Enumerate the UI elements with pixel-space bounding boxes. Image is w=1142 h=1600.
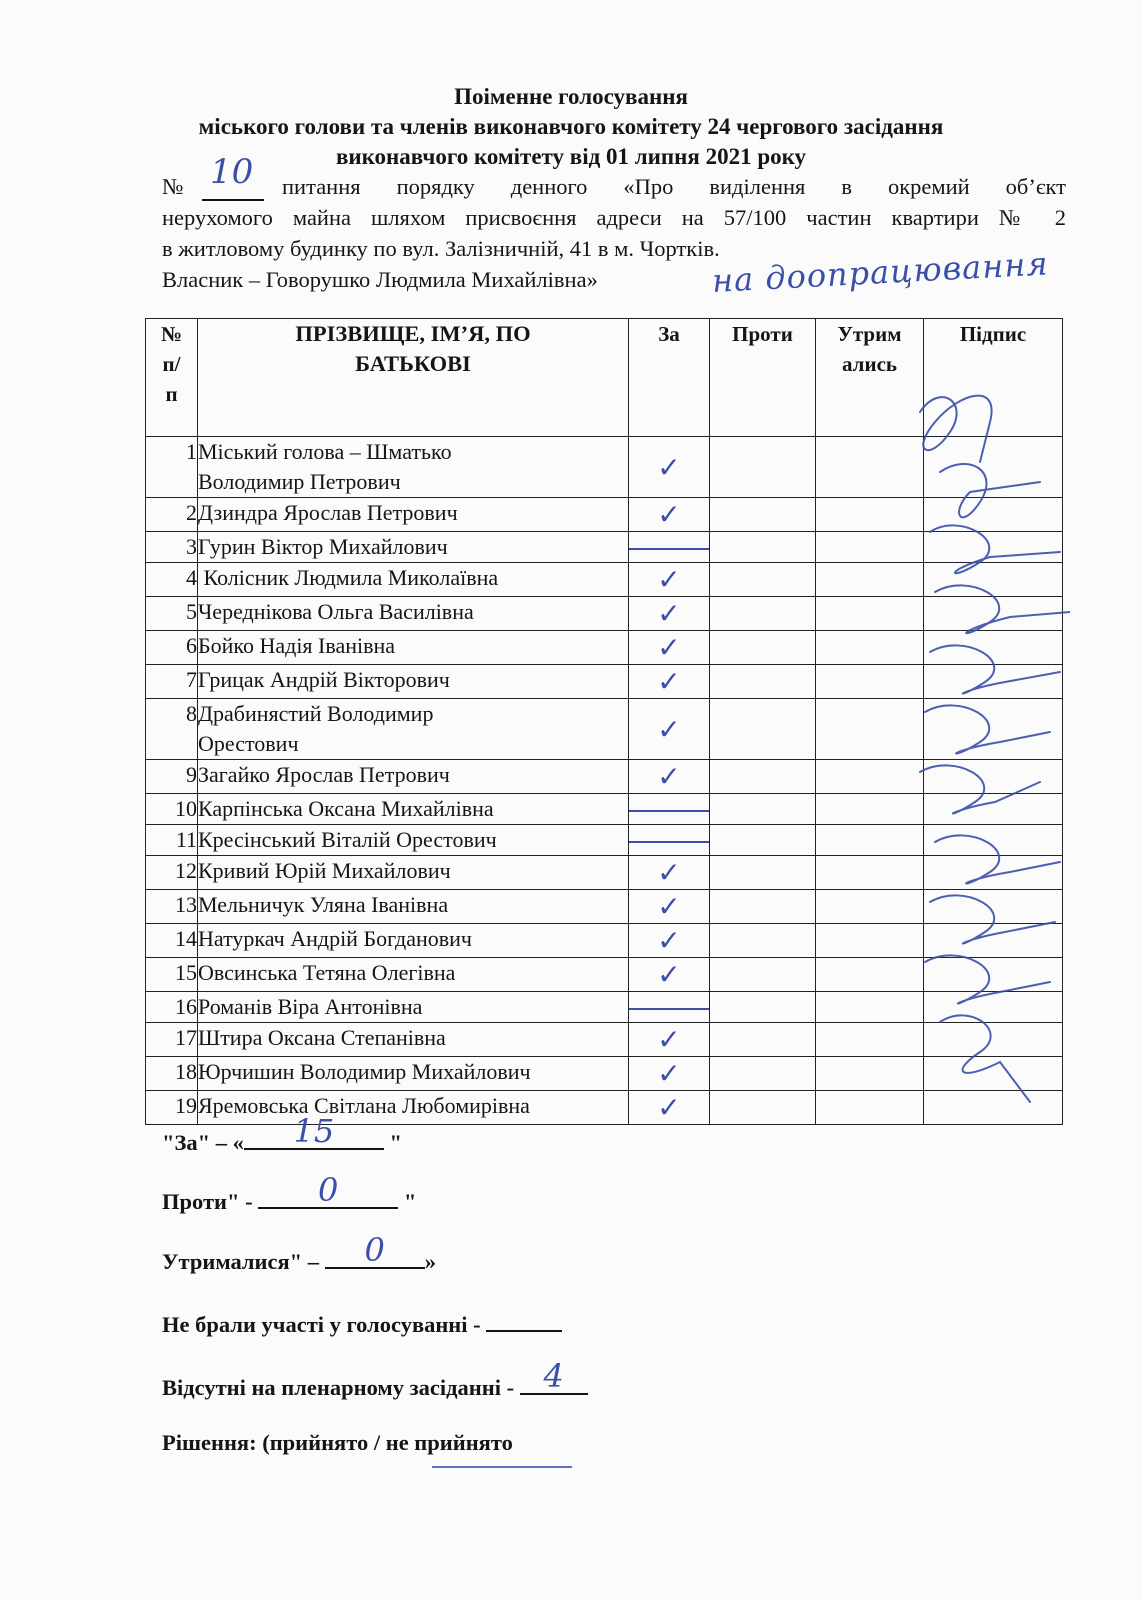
row-number: 15: [146, 958, 198, 992]
row-number: 18: [146, 1057, 198, 1091]
row-vote-for: [629, 1023, 710, 1057]
table-row: [146, 437, 1063, 498]
checkmark-icon: ✓: [657, 712, 681, 746]
row-vote-for: [629, 699, 710, 760]
agenda-number-label: №: [162, 174, 184, 199]
header-against: Проти: [710, 319, 816, 437]
dash-mark-icon: [629, 841, 709, 843]
row-full-name: [198, 498, 629, 532]
doc-title-line-1: Поіменне голосування: [454, 84, 688, 109]
row-vote-against: [710, 498, 816, 532]
table-row: [146, 760, 1063, 794]
row-vote-abstained: [816, 924, 924, 958]
table-row: [146, 890, 1063, 924]
row-number: 3: [146, 532, 198, 563]
row-signature: [924, 825, 1063, 856]
row-name-line: Грицак Андрій Вікторович: [198, 667, 450, 692]
row-vote-for: [629, 992, 710, 1023]
row-name-line: Яремовська Світлана Любомирівна: [198, 1093, 530, 1118]
row-vote-abstained: [816, 498, 924, 532]
tally-for-label: "За" – «: [162, 1130, 244, 1155]
row-number: 4: [146, 563, 198, 597]
row-number: 5: [146, 597, 198, 631]
row-full-name: [198, 760, 629, 794]
table-row: [146, 665, 1063, 699]
row-vote-against: [710, 532, 816, 563]
checkmark-icon: ✓: [657, 760, 681, 793]
row-signature: [924, 665, 1063, 699]
header-full-name: [198, 319, 629, 437]
row-vote-abstained: [816, 992, 924, 1023]
row-vote-for: [629, 890, 710, 924]
checkmark-icon: ✓: [657, 890, 681, 923]
row-vote-abstained: [816, 563, 924, 597]
checkmark-icon: ✓: [657, 958, 681, 991]
row-full-name: [198, 563, 629, 597]
checkmark-icon: ✓: [657, 856, 681, 889]
agenda-word: порядку: [396, 174, 475, 199]
row-name-line: Череднікова Ольга Василівна: [198, 599, 474, 624]
row-signature: [924, 760, 1063, 794]
tally-decision-label: Рішення: (прийнято / не прийнято: [162, 1430, 513, 1455]
row-full-name: [198, 856, 629, 890]
row-name-line: Драбинястий Володимир: [198, 701, 434, 726]
row-name-line: Овсинська Тетяна Олегівна: [198, 960, 456, 985]
row-signature: [924, 597, 1063, 631]
row-vote-against: [710, 958, 816, 992]
tally-for-blank: [244, 1112, 384, 1150]
row-name-line: Дзиндра Ярослав Петрович: [198, 500, 458, 525]
checkmark-icon: ✓: [657, 631, 681, 664]
row-signature: [924, 856, 1063, 890]
tally-not-participated-blank: [486, 1306, 562, 1332]
header-text: ПРІЗВИЩЕ, ІМ’Я, ПО: [295, 321, 531, 346]
row-full-name: [198, 924, 629, 958]
row-number: 7: [146, 665, 198, 699]
row-name-line: Штира Оксана Степанівна: [198, 1025, 446, 1050]
row-vote-for: [629, 856, 710, 890]
row-number: 13: [146, 890, 198, 924]
row-signature: [924, 532, 1063, 563]
tally-abstained-label: Утрималися" –: [162, 1249, 325, 1274]
row-signature: [924, 563, 1063, 597]
agenda-word: в: [841, 174, 852, 199]
row-vote-for: [629, 563, 710, 597]
row-signature: [924, 1023, 1063, 1057]
row-vote-against: [710, 760, 816, 794]
tally-not-participated-label: Не брали участі у голосуванні -: [162, 1312, 487, 1337]
table-row: [146, 597, 1063, 631]
row-name-line: Орестович: [198, 731, 299, 756]
agenda-word: денного: [510, 174, 588, 199]
row-number: 19: [146, 1091, 198, 1125]
row-number: 9: [146, 760, 198, 794]
row-name-line: Мельничук Уляна Іванівна: [198, 892, 449, 917]
header-for: За: [629, 319, 710, 437]
row-number: 17: [146, 1023, 198, 1057]
agenda-word: виділення: [709, 174, 806, 199]
row-name-line: Бойко Надія Іванівна: [198, 633, 396, 658]
row-vote-against: [710, 992, 816, 1023]
row-vote-against: [710, 437, 816, 498]
table-row: [146, 532, 1063, 563]
tally-abstained: [162, 1231, 436, 1277]
row-vote-for: [629, 665, 710, 699]
dash-mark-icon: [629, 1008, 709, 1010]
row-number: 6: [146, 631, 198, 665]
row-name-line: Романів Віра Антонівна: [198, 994, 423, 1019]
row-vote-for: [629, 631, 710, 665]
row-full-name: [198, 699, 629, 760]
row-vote-against: [710, 699, 816, 760]
row-signature: [924, 437, 1063, 498]
row-vote-against: [710, 890, 816, 924]
checkmark-icon: ✓: [657, 498, 681, 531]
agenda-word: об’єкт: [1005, 174, 1066, 199]
row-vote-against: [710, 665, 816, 699]
header-abstained: [816, 319, 924, 437]
row-vote-against: [710, 856, 816, 890]
table-row: [146, 794, 1063, 825]
table-header-row: [146, 319, 1063, 437]
tally-against: [162, 1171, 417, 1217]
row-number: 14: [146, 924, 198, 958]
row-signature: [924, 924, 1063, 958]
header-text: ались: [842, 352, 897, 376]
row-name-line: Карпінська Оксана Михайлівна: [198, 796, 494, 821]
decision-underline-mark: [432, 1466, 572, 1468]
row-signature: [924, 992, 1063, 1023]
tally-absent-blank: [520, 1357, 588, 1395]
tally-abstained-blank: [325, 1231, 425, 1269]
row-name-line: Кресінський Віталій Орестович: [198, 827, 497, 852]
dash-mark-icon: [629, 810, 709, 812]
row-vote-abstained: [816, 760, 924, 794]
row-name-line: Міський голова – Шматько: [198, 439, 452, 464]
row-full-name: [198, 532, 629, 563]
header-text: п/: [162, 352, 181, 376]
row-number: 1: [146, 437, 198, 498]
checkmark-icon: ✓: [657, 924, 681, 957]
table-row: [146, 992, 1063, 1023]
row-vote-against: [710, 631, 816, 665]
doc-title-line-2: міського голови та членів виконавчого комітету 24 чергового засідання: [198, 114, 944, 139]
header-text: п: [165, 382, 178, 406]
row-vote-against: [710, 825, 816, 856]
checkmark-icon: ✓: [657, 1091, 681, 1124]
row-vote-abstained: [816, 794, 924, 825]
row-vote-against: [710, 1023, 816, 1057]
row-vote-abstained: [816, 958, 924, 992]
row-vote-for: [629, 924, 710, 958]
agenda-word: «Про: [623, 174, 674, 199]
row-vote-for: [629, 498, 710, 532]
row-name-line: Загайко Ярослав Петрович: [198, 762, 450, 787]
row-number: 16: [146, 992, 198, 1023]
row-vote-against: [710, 563, 816, 597]
row-vote-for: [629, 794, 710, 825]
row-vote-abstained: [816, 597, 924, 631]
row-full-name: [198, 597, 629, 631]
row-vote-abstained: [816, 825, 924, 856]
row-name-line: Гурин Віктор Михайлович: [198, 534, 448, 559]
row-signature: [924, 794, 1063, 825]
table-row: [146, 1023, 1063, 1057]
tally-abstained-end: »: [424, 1249, 436, 1274]
row-number: 11: [146, 825, 198, 856]
row-full-name: [198, 631, 629, 665]
agenda-word: питання: [282, 174, 361, 199]
row-vote-abstained: [816, 890, 924, 924]
table-row: [146, 825, 1063, 856]
header-number: [146, 319, 198, 437]
table-row: [146, 924, 1063, 958]
row-signature: [924, 699, 1063, 760]
checkmark-icon: ✓: [657, 450, 681, 484]
tally-abstained-value: 0: [364, 1231, 385, 1269]
row-vote-against: [710, 924, 816, 958]
row-vote-against: [710, 597, 816, 631]
row-vote-abstained: [816, 1091, 924, 1125]
row-full-name: [198, 890, 629, 924]
row-full-name: [198, 665, 629, 699]
tally-for: [162, 1112, 402, 1158]
row-number: 10: [146, 794, 198, 825]
row-number: 12: [146, 856, 198, 890]
table-row: [146, 563, 1063, 597]
dash-mark-icon: [629, 548, 709, 550]
checkmark-icon: ✓: [657, 665, 681, 698]
table-row: [146, 856, 1063, 890]
table-row: [146, 1057, 1063, 1091]
tally-against-label: Проти" -: [162, 1189, 259, 1214]
agenda-line-1-words: [282, 171, 1066, 202]
row-vote-against: [710, 794, 816, 825]
tally-absent: [162, 1357, 588, 1403]
header-text: №: [160, 322, 183, 346]
tally-not-participated: [162, 1306, 562, 1340]
row-full-name: [198, 825, 629, 856]
tally-for-value: 15: [293, 1112, 335, 1150]
row-vote-abstained: [816, 699, 924, 760]
row-vote-for: [629, 825, 710, 856]
row-signature: [924, 631, 1063, 665]
row-full-name: [198, 1057, 629, 1091]
tally-against-blank: [258, 1171, 398, 1209]
row-full-name: [198, 958, 629, 992]
vote-table: [145, 318, 1063, 1125]
row-name-line: Натуркач Андрій Богданович: [198, 926, 472, 951]
row-vote-for: [629, 437, 710, 498]
tally-for-end: ": [383, 1130, 402, 1155]
row-full-name: [198, 437, 629, 498]
row-number: 2: [146, 498, 198, 532]
table-row: [146, 699, 1063, 760]
header-text: БАТЬКОВІ: [355, 351, 471, 376]
tally-decision: [162, 1428, 513, 1458]
table-row: [146, 631, 1063, 665]
row-signature: [924, 1091, 1063, 1125]
header-text: Утрим: [837, 322, 902, 346]
row-vote-abstained: [816, 1023, 924, 1057]
row-full-name: [198, 1023, 629, 1057]
checkmark-icon: ✓: [657, 1057, 681, 1090]
tally-against-value: 0: [318, 1171, 339, 1209]
row-full-name: [198, 794, 629, 825]
tally-absent-label: Відсутні на пленарному засіданні -: [162, 1375, 520, 1400]
table-row: [146, 958, 1063, 992]
row-vote-against: [710, 1091, 816, 1125]
row-name-line: Кривий Юрій Михайлович: [198, 858, 451, 883]
agenda-word: окремий: [887, 174, 970, 199]
doc-title-line-3: виконавчого комітету від 01 липня 2021 року: [335, 144, 807, 169]
row-vote-abstained: [816, 665, 924, 699]
checkmark-icon: ✓: [657, 597, 681, 630]
row-vote-for: [629, 532, 710, 563]
row-signature: [924, 958, 1063, 992]
row-vote-abstained: [816, 532, 924, 563]
row-name-line: Володимир Петрович: [198, 469, 401, 494]
row-full-name: [198, 992, 629, 1023]
row-name-line: Колісник Людмила Миколаївна: [198, 565, 499, 590]
row-number: 8: [146, 699, 198, 760]
handwritten-resolution-note: на доопрацювання: [711, 244, 1050, 300]
agenda-line-2: нерухомого майна шляхом присвоєння адреси на 57/100 частин квартири № 2: [162, 205, 1066, 230]
agenda-line-3: в житловому будинку по вул. Залізничній, 41 в м. Чортків.: [162, 236, 720, 261]
row-vote-abstained: [816, 856, 924, 890]
table-row: [146, 498, 1063, 532]
row-signature: [924, 890, 1063, 924]
row-vote-for: [629, 958, 710, 992]
checkmark-icon: ✓: [657, 1023, 681, 1056]
row-vote-for: [629, 1091, 710, 1125]
row-vote-abstained: [816, 631, 924, 665]
row-name-line: Юрчишин Володимир Михайлович: [198, 1059, 531, 1084]
checkmark-icon: ✓: [657, 563, 681, 596]
tally-absent-value: 4: [543, 1357, 564, 1395]
row-vote-for: [629, 760, 710, 794]
agenda-owner-line: Власник – Говорушко Людмила Михайлівна»: [162, 267, 598, 292]
row-vote-for: [629, 1057, 710, 1091]
tally-against-end: ": [398, 1189, 417, 1214]
row-signature: [924, 498, 1063, 532]
row-vote-for: [629, 597, 710, 631]
row-vote-abstained: [816, 437, 924, 498]
row-vote-abstained: [816, 1057, 924, 1091]
agenda-number-handwritten: 10: [210, 152, 254, 192]
header-signature: Підпис: [924, 319, 1063, 437]
row-vote-against: [710, 1057, 816, 1091]
row-signature: [924, 1057, 1063, 1091]
